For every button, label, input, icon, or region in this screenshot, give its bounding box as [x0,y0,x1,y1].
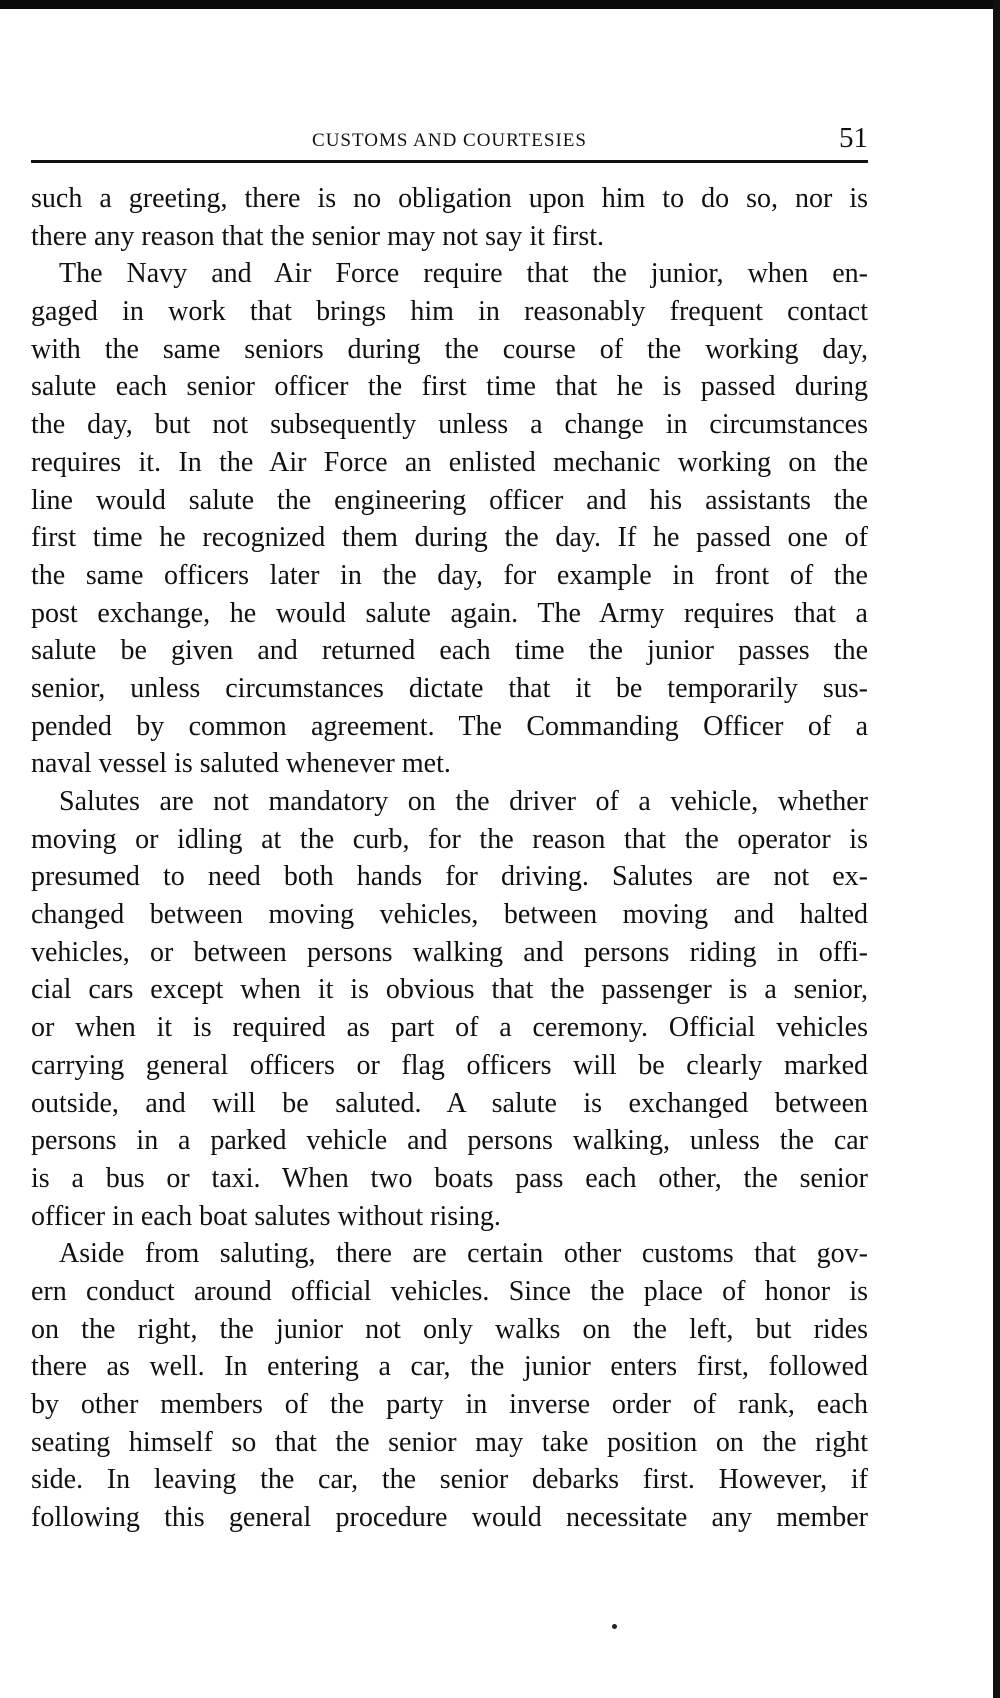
text-line: presumed to need both hands for driving. Salutes are not ex- [31,861,868,893]
text-line: salute be given and returned each time the junior passes the [31,635,868,667]
text-line: such a greeting, there is no obligation upon him to do so, nor is [31,183,868,214]
text-line: persons in a parked vehicle and persons walking, unless the car [31,1125,868,1157]
text-line: by other members of the party in inverse order of rank, each [31,1389,868,1420]
page-header [31,122,868,162]
text-line: vehicles, or between persons walking and persons riding in offi- [31,936,868,968]
text-line: pended by common agreement. The Commanding Officer of a [31,710,868,742]
paragraph [31,783,868,1235]
text-line: is a bus or taxi. When two boats pass each other, the senior [31,1162,868,1194]
text-line: post exchange, he would salute again. The Army requires that a [31,597,868,629]
text-line: gaged in work that brings him in reasonably frequent contact [31,296,868,328]
text-line: changed between moving vehicles, between moving and halted [31,899,868,931]
paragraph [31,1235,868,1537]
text-line: first time he recognized them during the day. If he passed one of [31,522,868,554]
scan-right-border [993,0,1000,1698]
text-line: there as well. In entering a car, the junior enters first, followed [31,1351,868,1383]
text-line: or when it is required as part of a ceremony. Official vehicles [31,1012,868,1044]
header-rule [31,160,868,163]
scan-speck [612,1624,617,1629]
text-line: side. In leaving the car, the senior debarks first. However, if [31,1464,868,1496]
text-line: the same officers later in the day, for example in front of the [31,559,868,591]
text-line: seating himself so that the senior may take position on the right [31,1426,868,1458]
text-line: there any reason that the senior may not say it first. [31,220,605,252]
text-line: Salutes are not mandatory on the driver of a vehicle, whether [59,786,868,817]
text-line: line would salute the engineering officer and his assistants the [31,484,868,516]
page-number: 51 [839,122,868,154]
text-line: carrying general officers or flag officers will be clearly marked [31,1049,868,1081]
text-line: senior, unless circumstances dictate that it be temporarily sus- [31,672,868,704]
text-line: naval vessel is saluted whenever met. [31,748,451,780]
text-line: The Navy and Air Force require that the junior, when en- [59,258,868,290]
paragraph [31,255,868,783]
text-line: following this general procedure would necessitate any member [31,1502,868,1534]
text-line: requires it. In the Air Force an enlisted mechanic working on the [31,446,868,478]
text-line: with the same seniors during the course of the working day, [31,333,868,365]
text-line: salute each senior officer the first time that he is passed during [31,371,868,403]
text-line: Aside from saluting, there are certain other customs that gov- [59,1238,868,1270]
text-line: officer in each boat salutes without rising. [31,1200,501,1232]
body-text [31,180,868,1537]
text-line: the day, but not subsequently unless a change in circumstances [31,409,868,441]
scan-top-border [0,0,1000,9]
text-line: cial cars except when it is obvious that the passenger is a senior, [31,974,868,1006]
text-line: on the right, the junior not only walks on the left, but rides [31,1313,868,1345]
text-line: outside, and will be saluted. A salute is exchanged between [31,1087,868,1119]
paragraph [31,180,868,255]
text-line: moving or idling at the curb, for the reason that the operator is [31,823,868,855]
running-title: CUSTOMS AND COURTESIES [312,130,587,151]
text-line: ern conduct around official vehicles. Since the place of honor is [31,1275,868,1307]
